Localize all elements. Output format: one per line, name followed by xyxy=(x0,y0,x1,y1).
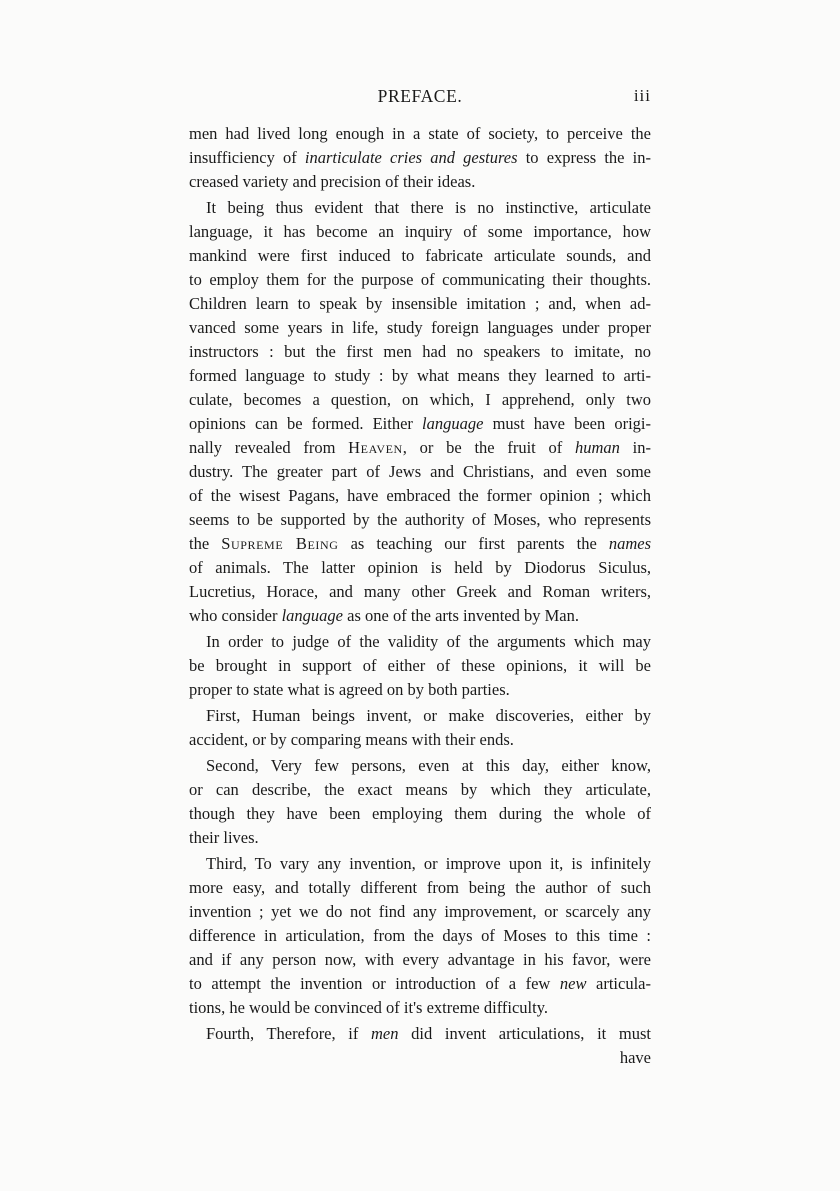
text-line: culate, becomes a question, on which, I apprehend, only two xyxy=(189,390,651,409)
text-line: more easy, and totally different from being the author of such xyxy=(189,878,651,897)
text-line: difference in articulation, from the days of Moses to this time : xyxy=(189,926,651,945)
text-line: men had lived long enough in a state of society, to perceive the xyxy=(189,124,651,143)
italic-word: human xyxy=(574,438,620,457)
text-line: language, it has become an inquiry of some importance, how xyxy=(189,222,651,241)
text-line: mankind were first induced to fabricate articulate sounds, and xyxy=(189,246,651,265)
text-line: tions, he would be convinced of it's extreme difficulty. xyxy=(189,998,549,1017)
text-line: though they have been employing them during the whole of xyxy=(189,804,651,823)
text-line: creased variety and precision of their ideas. xyxy=(189,172,476,191)
text-line: accident, or by comparing means with their ends. xyxy=(189,730,514,749)
text-line: vanced some years in life, study foreign languages under proper xyxy=(189,318,651,337)
text-line: the Supreme Being as teaching our first parents the names xyxy=(189,534,651,553)
paragraph-start: First, Human beings invent, or make discoveries, either by xyxy=(206,706,651,725)
italic-phrase: inarticulate cries and gestures xyxy=(304,148,518,167)
text-line: who consider language as one of the arts invented by Man. xyxy=(189,606,579,625)
italic-word: language xyxy=(281,606,343,625)
text-line: formed language to study : by what means they learned to arti- xyxy=(189,366,651,385)
text-line: proper to state what is agreed on by both parties. xyxy=(189,680,510,699)
italic-word: men xyxy=(371,1024,399,1043)
text-line: Children learn to speak by insensible imitation ; and, when ad- xyxy=(189,294,651,313)
page-body xyxy=(189,122,651,1070)
text-line: insufficiency of inarticulate cries and gestures to express the in- xyxy=(189,148,651,167)
text-line: or can describe, the exact means by which they articulate, xyxy=(189,780,651,799)
text-line: Lucretius, Horace, and many other Greek and Roman writers, xyxy=(189,582,651,601)
paragraph-start: Third, To vary any invention, or improve upon it, is infinitely xyxy=(206,854,651,873)
paragraph-start: Second, Very few persons, even at this day, either know, xyxy=(206,756,651,775)
text-line: invention ; yet we do not find any improvement, or scarcely any xyxy=(189,902,651,921)
running-title: PREFACE. xyxy=(377,86,463,106)
text-line: of the wisest Pagans, have embraced the former opinion ; which xyxy=(189,486,651,505)
text-line: to employ them for the purpose of communicating their thoughts. xyxy=(189,270,651,289)
italic-word: language xyxy=(422,414,484,433)
italic-word: names xyxy=(608,534,651,553)
paragraph-start: It being thus evident that there is no instinctive, articulate xyxy=(206,198,651,217)
small-caps-word: Heaven xyxy=(348,438,403,457)
paragraph-start: In order to judge of the validity of the arguments which may xyxy=(206,632,651,651)
text-line: instructors : but the first men had no speakers to imitate, no xyxy=(189,342,651,361)
catchword: have xyxy=(619,1048,651,1067)
text-line: to attempt the invention or introduction of a few new articula- xyxy=(189,974,651,993)
text-line: nally revealed from Heaven, or be the fruit of human in- xyxy=(189,438,651,457)
text-line: be brought in support of either of these opinions, it will be xyxy=(189,656,651,675)
text-line: and if any person now, with every advantage in his favor, were xyxy=(189,950,651,969)
text-line: of animals. The latter opinion is held by Diodorus Siculus, xyxy=(189,558,651,577)
text-line: opinions can be formed. Either language must have been origi- xyxy=(189,414,651,433)
text-line: seems to be supported by the authority of Moses, who represents xyxy=(189,510,651,529)
small-caps-phrase: Supreme Being xyxy=(221,534,339,553)
italic-word: new xyxy=(559,974,587,993)
page-number: iii xyxy=(633,86,651,105)
text-line: their lives. xyxy=(189,828,259,847)
paragraph-start: Fourth, Therefore, if men did invent articulations, it must xyxy=(206,1024,651,1043)
text-line: dustry. The greater part of Jews and Christians, and even some xyxy=(189,462,651,481)
page-header xyxy=(189,86,651,112)
